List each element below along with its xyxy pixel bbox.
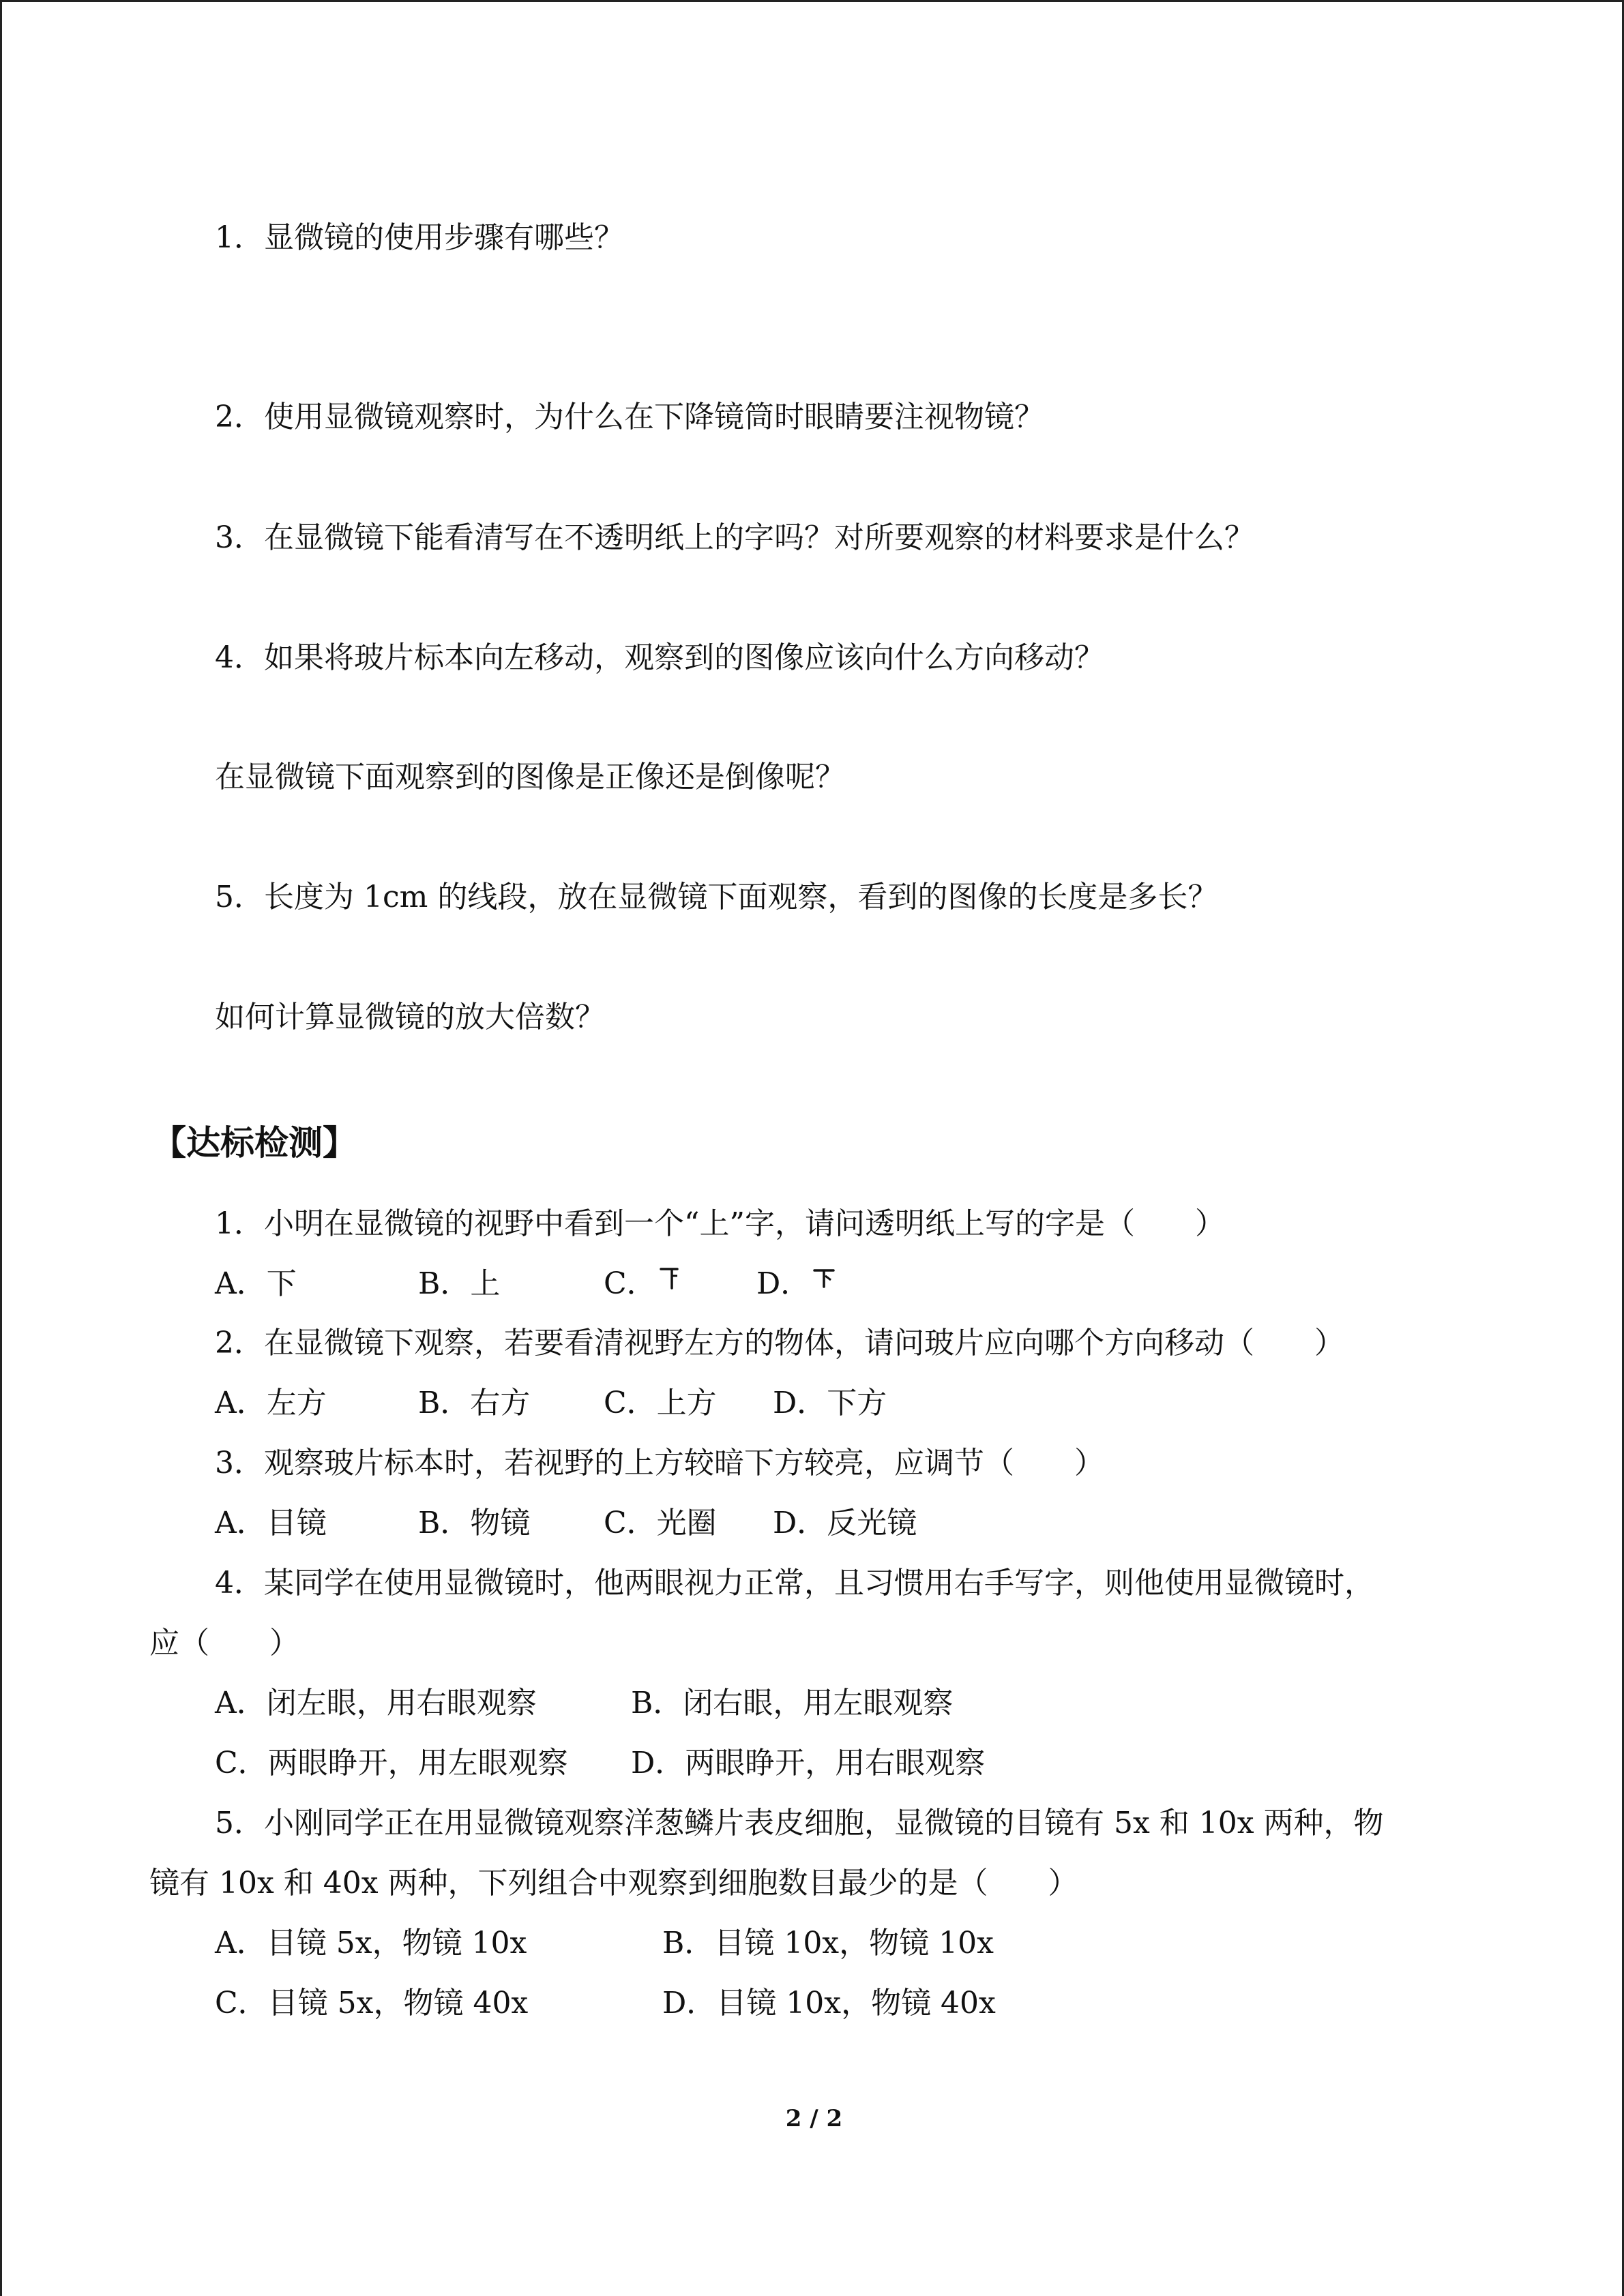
test-2-option-b: B．右方 [418,1386,531,1420]
question-5: 5．长度为 1cm 的线段，放在显微镜下面观察，看到的图像的长度是多长？ [215,880,1218,914]
question-4-followup: 在显微镜下面观察到的图像是正像还是倒像呢？ [215,760,845,794]
test-2-option-a: A．左方 [215,1386,327,1420]
test-5-option-b: B．目镜 10x，物镜 10x [662,1926,994,1960]
question-3: 3．在显微镜下能看清写在不透明纸上的字吗？对所要观察的材料要求是什么？ [215,520,1254,555]
question-2: 2．使用显微镜观察时，为什么在下降镜筒时眼睛要注视物镜？ [215,400,1044,434]
question-5-followup: 如何计算显微镜的放大倍数？ [215,1000,605,1034]
test-3-option-b: B．物镜 [418,1506,531,1540]
question-1: 1．显微镜的使用步骤有哪些？ [215,220,624,255]
test-1-option-c [604,1264,684,1304]
test-3-stem: 3．观察玻片标本时，若视野的上方较暗下方较亮，应调节（ ） [215,1446,1104,1480]
test-4-stem-line-1: 4．某同学在使用显微镜时，他两眼视力正常，且习惯用右手写字，则他使用显微镜时， [215,1566,1374,1600]
test-5-option-c: C．目镜 5x，物镜 40x [215,1986,529,2021]
test-3-option-c: C．光圈 [604,1506,717,1540]
test-4-option-a: A．闭左眼，用右眼观察 [215,1686,537,1720]
test-1-option-a: A．下 [215,1266,297,1301]
test-2-option-d: D．下方 [773,1386,887,1420]
test-5-stem-line-2: 镜有 10x 和 40x 两种，下列组合中观察到细胞数目最少的是（ ） [149,1866,1078,1900]
test-5-stem-line-1: 5．小刚同学正在用显微镜观察洋葱鳞片表皮细胞，显微镜的目镜有 5x 和 10x 两种，物 [215,1806,1384,1840]
test-1-stem: 1．小明在显微镜的视野中看到一个“上”字，请问透明纸上写的字是（ ） [215,1206,1225,1241]
section-title: 【达标检测】 [152,1123,357,1163]
test-2-option-c: C．上方 [604,1386,717,1420]
test-4-option-c: C．两眼睁开，用左眼观察 [215,1746,568,1780]
test-4-option-d: D．两眼睁开，用右眼观察 [631,1746,986,1780]
page-number: 2 / 2 [785,2105,843,2132]
test-2-stem: 2．在显微镜下观察，若要看清视野左方的物体，请问玻片应向哪个方向移动（ ） [215,1326,1344,1360]
test-3-option-a: A．目镜 [215,1506,327,1540]
test-1-option-d [756,1264,838,1304]
test-5-option-d: D．目镜 10x，物镜 40x [662,1986,996,2021]
test-4-option-b: B．闭右眼，用左眼观察 [631,1686,954,1720]
test-5-option-a: A．目镜 5x，物镜 10x [215,1926,527,1960]
test-1-option-b: B．上 [418,1266,501,1301]
rotated-shang-glyph-icon [810,1264,838,1298]
flipped-shang-glyph-icon [657,1264,684,1298]
test-1-option-d-label: D． [756,1266,811,1301]
test-1-option-c-label: C． [604,1266,657,1301]
question-4: 4．如果将玻片标本向左移动，观察到的图像应该向什么方向移动？ [215,640,1104,675]
test-3-option-d: D．反光镜 [773,1506,917,1540]
test-4-stem-line-2: 应（ ） [149,1626,299,1660]
